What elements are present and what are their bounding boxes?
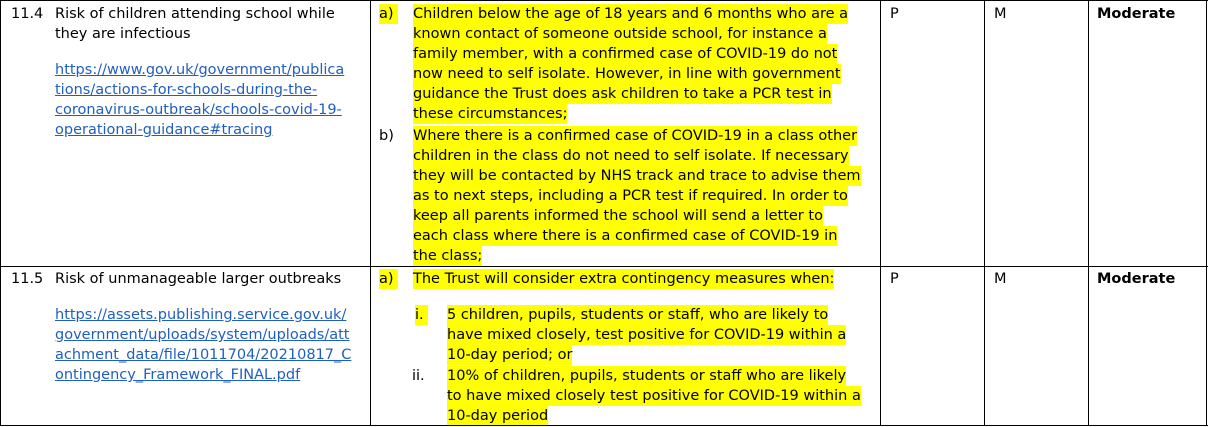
table-border-bottom [0,425,1208,426]
risk-title: they are infectious [55,26,191,42]
risk-rating: Moderate [1097,271,1176,287]
guidance-link[interactable]: ontingency_Framework_FINAL.pdf [55,367,301,383]
likelihood-value: P [890,271,899,287]
sub-measure-text: 10-day period [447,408,549,424]
measure-text: Children below the age of 18 years and 6 months who are a [413,6,849,22]
measure-text: they will be contacted by NHS track and trace to advise them [413,168,861,184]
measure-text: keep all parents informed the school will send a letter to [413,208,823,224]
severity-value: M [994,6,1007,22]
measure-marker: a) [379,4,398,24]
likelihood-value: P [890,6,899,22]
sub-measure-text: 10% of children, pupils, students or staff who are likely [447,368,847,384]
measure-text: these circumstances; [413,106,568,122]
measure-text: family member, with a confirmed case of COVID-19 do not [413,46,838,62]
measure-text: each class where there is a confirmed case of COVID-19 in [413,228,838,244]
measure-marker: a) [379,269,398,289]
column-divider-severity [1088,0,1089,426]
measure-marker: b) [379,128,394,144]
measure-text: as to next steps, including a PCR test if required. In order to [413,188,848,204]
guidance-link[interactable]: https://assets.publishing.service.gov.uk/ [55,307,347,323]
column-divider-risk [370,0,371,426]
table-border-right [1206,0,1207,426]
risk-number: 11.4 [11,6,44,22]
risk-title: Risk of children attending school while [55,6,335,22]
sub-measure-text: have mixed closely, test positive for COVID-19 within a [447,327,847,343]
risk-number: 11.5 [11,271,44,287]
risk-title: Risk of unmanageable larger outbreaks [55,271,342,287]
table-row-divider [0,266,1208,267]
guidance-link[interactable]: operational-guidance#tracing [55,122,273,138]
measure-text: children in the class do not need to self isolate. If necessary [413,148,849,164]
risk-rating: Moderate [1097,6,1176,22]
guidance-link[interactable]: government/uploads/system/uploads/att [55,327,350,343]
measure-text: known contact of someone outside school, for instance a [413,26,827,42]
severity-value: M [994,271,1007,287]
measure-text: the class; [413,248,483,264]
guidance-link[interactable]: https://www.gov.uk/government/publica [55,62,345,78]
table-border-left [0,0,1,426]
sub-measure-text: to have mixed closely test positive for COVID-19 within a [447,388,861,404]
guidance-link[interactable]: tions/actions-for-schools-during-the- [55,82,318,98]
sub-measure-text: 10-day period; or [447,347,573,363]
measure-text: The Trust will consider extra contingency measures when: [413,271,835,287]
measure-text: Where there is a confirmed case of COVID-19 in a class other [413,128,858,144]
guidance-link[interactable]: achment_data/file/1011704/20210817_C [55,347,352,363]
sub-measure-text: 5 children, pupils, students or staff, who are likely to [447,307,829,323]
measure-text: now need to self isolate. However, in line with government [413,66,841,82]
table-border-top [0,0,1208,1]
column-divider-likelihood [984,0,985,426]
sub-measure-marker: ii. [412,368,425,384]
sub-measure-marker: i. [415,305,428,325]
measure-text: guidance the Trust does ask children to take a PCR test in [413,86,832,102]
column-divider-measures [880,0,881,426]
guidance-link[interactable]: coronavirus-outbreak/schools-covid-19- [55,102,342,118]
